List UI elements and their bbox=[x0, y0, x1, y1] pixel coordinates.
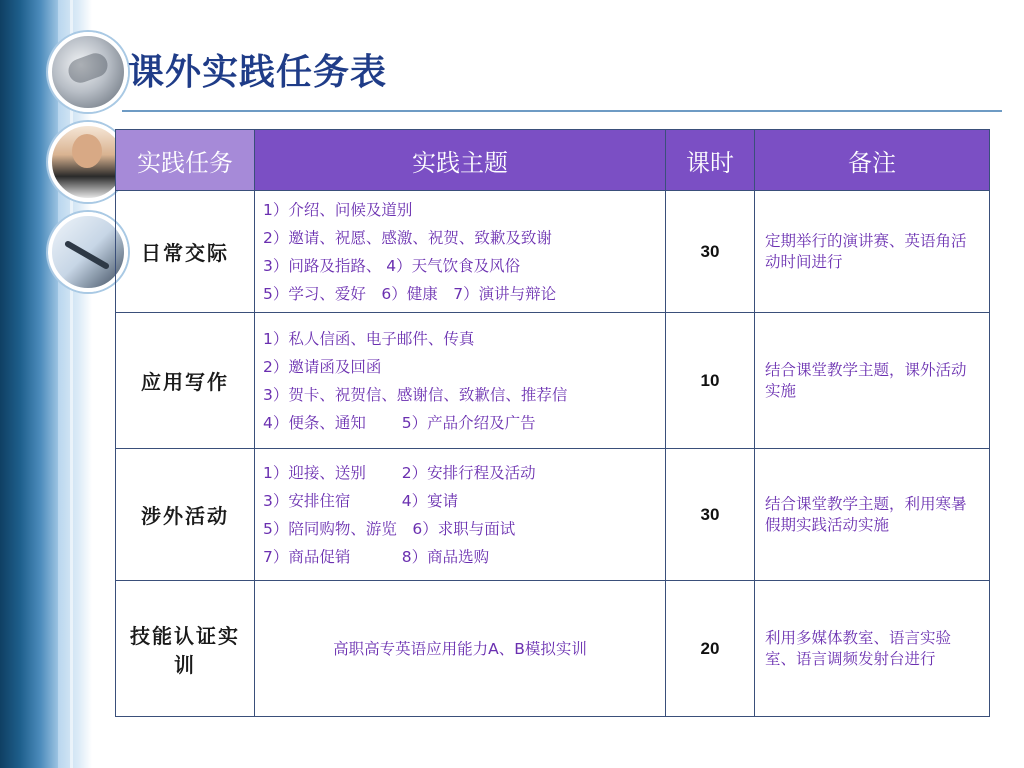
table-row bbox=[116, 581, 990, 717]
row-hours: 30 bbox=[666, 191, 755, 313]
left-decorative-stripe bbox=[0, 0, 58, 768]
row-hours: 20 bbox=[666, 581, 755, 717]
row-hours: 10 bbox=[666, 313, 755, 449]
topic-line: 1）介绍、问候及道别 bbox=[263, 200, 413, 219]
topic-line: 4）便条、通知 5）产品介绍及广告 bbox=[263, 413, 536, 432]
decorative-photo-keyboard bbox=[48, 32, 128, 112]
topic-line: 1）私人信函、电子邮件、传真 bbox=[263, 329, 475, 348]
row-topics bbox=[255, 581, 666, 717]
topic-line: 2）邀请、祝愿、感激、祝贺、致歉及致谢 bbox=[263, 228, 552, 247]
row-topics bbox=[255, 191, 666, 313]
row-category: 涉外活动 bbox=[116, 449, 255, 581]
row-category: 日常交际 bbox=[116, 191, 255, 313]
table-row bbox=[116, 191, 990, 313]
photo-detail bbox=[72, 134, 102, 168]
header-theme: 实践主题 bbox=[255, 130, 666, 191]
row-note: 结合课堂教学主题，课外活动实施 bbox=[755, 313, 990, 449]
header-notes: 备注 bbox=[755, 130, 990, 191]
table-row bbox=[116, 449, 990, 581]
topic-line: 3）贺卡、祝贺信、感谢信、致歉信、推荐信 bbox=[263, 385, 568, 404]
page-title: 课外实践任务表 bbox=[128, 51, 388, 93]
header-task: 实践任务 bbox=[116, 130, 255, 191]
row-category: 应用写作 bbox=[116, 313, 255, 449]
topic-line: 高职高专英语应用能力A、B模拟实训 bbox=[333, 639, 587, 658]
topic-line: 1）迎接、送别 2）安排行程及活动 bbox=[263, 463, 536, 482]
table-header-row bbox=[116, 130, 990, 191]
topic-line: 3）问路及指路、 4）天气饮食及风俗 bbox=[263, 256, 521, 275]
practice-task-table bbox=[115, 129, 990, 717]
topic-line: 7）商品促销 8）商品选购 bbox=[263, 547, 490, 566]
topic-line: 3）安排住宿 4）宴请 bbox=[263, 491, 459, 510]
row-topics bbox=[255, 313, 666, 449]
row-topics bbox=[255, 449, 666, 581]
row-note: 利用多媒体教室、语言实验室、语言调频发射台进行 bbox=[755, 581, 990, 717]
header-hours: 课时 bbox=[666, 130, 755, 191]
photo-detail bbox=[64, 240, 110, 270]
topic-line: 5）学习、爱好 6）健康 7）演讲与辩论 bbox=[263, 284, 557, 303]
photo-detail bbox=[65, 50, 111, 86]
left-decorative-line bbox=[70, 0, 73, 768]
topic-line: 5）陪同购物、游览 6）求职与面试 bbox=[263, 519, 516, 538]
title-divider bbox=[122, 110, 1002, 112]
row-note: 定期举行的演讲赛、英语角活动时间进行 bbox=[755, 191, 990, 313]
row-category: 技能认证实训 bbox=[116, 581, 255, 717]
row-hours: 30 bbox=[666, 449, 755, 581]
row-note: 结合课堂教学主题，利用寒暑假期实践活动实施 bbox=[755, 449, 990, 581]
table-row bbox=[116, 313, 990, 449]
topic-line: 2）邀请函及回函 bbox=[263, 357, 382, 376]
left-decorative-gradient bbox=[58, 0, 92, 768]
